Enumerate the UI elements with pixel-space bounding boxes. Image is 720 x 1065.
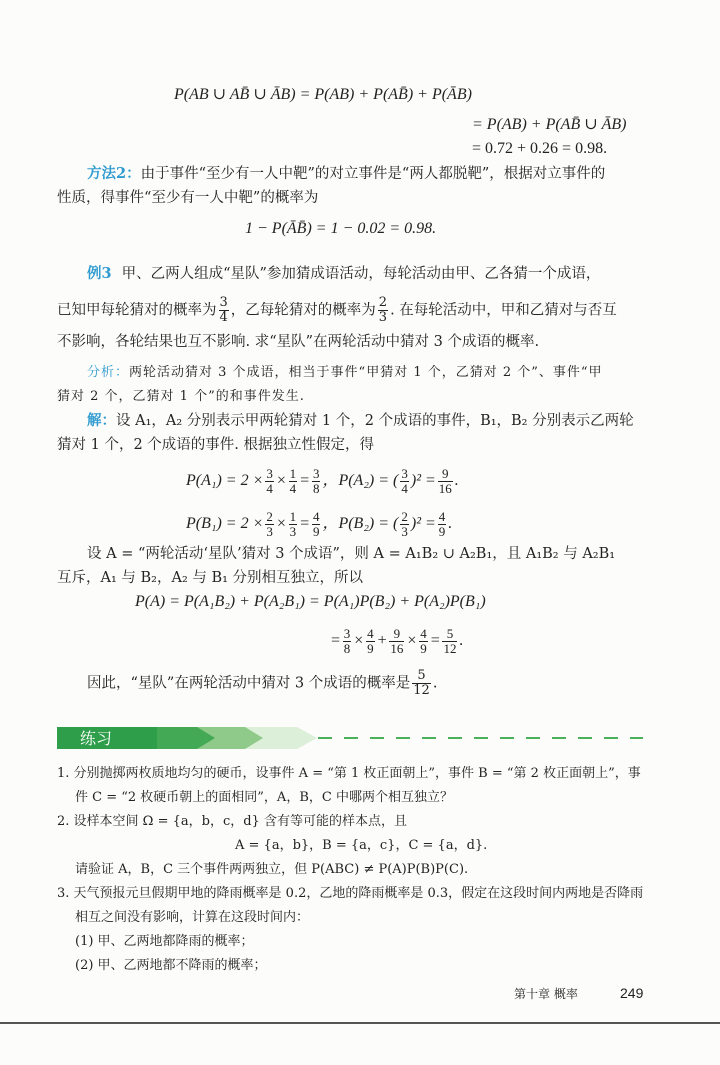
method2-label: 方法2： [87, 165, 141, 182]
text-line: 互斥，A₁ 与 B₂，A₂ 与 B₁ 分别相互独立，所以 [57, 570, 364, 586]
equation-a: P(A₁) = 2 × $\frac{3}{4}$ × $\frac{1}{4}$ = $\frac{3}{8}$ ，P(A₂) = ( $\frac{3}{4}$ )² = $\frac{9}{16}$ . [186, 466, 459, 496]
text: 两轮活动猜对 3 个成语，相当于事件“甲猜对 1 个，乙猜对 2 个”、事件“甲 [129, 365, 603, 380]
exercise-line: 件 C = “2 枚硬币朝上的面相同”，A，B，C 中哪两个相互独立？ [75, 790, 453, 805]
text: . 在每轮活动中，甲和乙猜对与否互 [390, 302, 617, 319]
formula-line: 1 − P(ĀB̄) = 1 − 0.02 = 0.98. [245, 220, 437, 237]
exercise-line: (2) 甲、乙两地都不降雨的概率； [75, 958, 267, 973]
text-line: 猜对 2 个，乙猜对 1 个”的和事件发生. [57, 389, 305, 404]
exercise-line: 请验证 A，B，C 三个事件两两独立，但 P(ABC) ≠ P(A)P(B)P(C). [75, 862, 469, 877]
exercise-line: A = {a，b}，B = {a，c}，C = {a，d}. [235, 838, 488, 853]
example3-line [57, 296, 617, 325]
method2-paragraph [87, 164, 605, 184]
exercise-line: 相互之间没有影响，计算在这段时间内： [75, 910, 310, 925]
text-line: 性质，得事件“至少有一人中靶”的概率为 [57, 190, 319, 206]
text-line: 设 A = “两轮活动‘星队’猜对 3 个成语”，则 A = A₁B₂ ∪ A₂B₁，且 A₁B₂ 与 A₂B₁ [87, 546, 616, 562]
text: 甲、乙两人组成“星队”参加猜成语活动，每轮活动由甲、乙各猜一个成语， [121, 266, 601, 282]
exercise-line: (1) 甲、乙两地都降雨的概率； [75, 934, 254, 949]
exercise-line: 1. 分别抛掷两枚质地均匀的硬币，设事件 A = “第 1 枚正面朝上”，事件 B = “第 2 枚正面朝上”，事 [57, 766, 641, 781]
solution-line [87, 411, 634, 431]
footer-chapter: 第十章 概率 [514, 987, 578, 1001]
text: 由于事件“至少有一人中靶”的对立事件是“两人都脱靶”，根据对立事件的 [140, 166, 606, 182]
equation-d: = $\frac{3}{8}$ × $\frac{4}{9}$ + $\frac{9}{16}$ × $\frac{4}{9}$ = $\frac{5}{12}$ . [330, 626, 464, 656]
formula-line: P(AB ∪ AB̄ ∪ ĀB) = P(AB) + P(AB̄) + P(ĀB) [174, 86, 472, 103]
analysis-line [87, 363, 603, 383]
text: 设 A₁，A₂ 分别表示甲两轮猜对 1 个，2 个成语的事件，B₁，B₂ 分别表示乙两轮 [116, 413, 634, 429]
example3-label: 例3 [87, 265, 112, 282]
fraction: $\frac{3}{4}$ [219, 295, 228, 325]
fraction: $\frac{2}{3}$ [378, 295, 388, 325]
page-number: 249 [620, 985, 644, 1001]
equation-b: P(B₁) = 2 × $\frac{2}{3}$ × $\frac{1}{3}$ = $\frac{4}{9}$ ，P(B₂) = ( $\frac{2}{3}$ )² = $\frac{4}{9}$ . [186, 509, 453, 539]
solution-label: 解： [87, 412, 116, 429]
text: ，乙每轮猜对的概率为 [230, 302, 376, 319]
example3-line [87, 264, 600, 284]
equation-c: P(A) = P(A₁B₂) + P(A₂B₁) = P(A₁)P(B₂) + P(A₂)P(B₁) [135, 593, 486, 610]
page-edge [0, 1022, 720, 1024]
formula-line: = P(AB) + P(AB̄ ∪ ĀB) [472, 116, 627, 133]
text: 已知甲每轮猜对的概率为 [57, 302, 217, 319]
analysis-label: 分析： [87, 365, 130, 380]
text-line: 猜对 1 个，2 个成语的事件. 根据独立性假定，得 [57, 437, 374, 453]
formula-line: = 0.72 + 0.26 = 0.98. [472, 140, 608, 157]
exercise-title: 练习 [80, 729, 113, 748]
exercise-line: 2. 设样本空间 Ω = {a，b，c，d} 含有等可能的样本点，且 [57, 814, 407, 829]
text-line: 不影响，各轮结果也互不影响. 求“星队”在两轮活动中猜对 3 个成语的概率. [57, 334, 540, 350]
conclusion-line: 因此，“星队”在两轮活动中猜对 3 个成语的概率是 $\frac{5}{12}$ . [87, 668, 438, 698]
dashed-divider [318, 737, 643, 739]
exercise-line: 3. 天气预报元旦假期甲地的降雨概率是 0.2，乙地的降雨概率是 0.3，假定在这段时间内两地是否降雨 [57, 886, 644, 901]
